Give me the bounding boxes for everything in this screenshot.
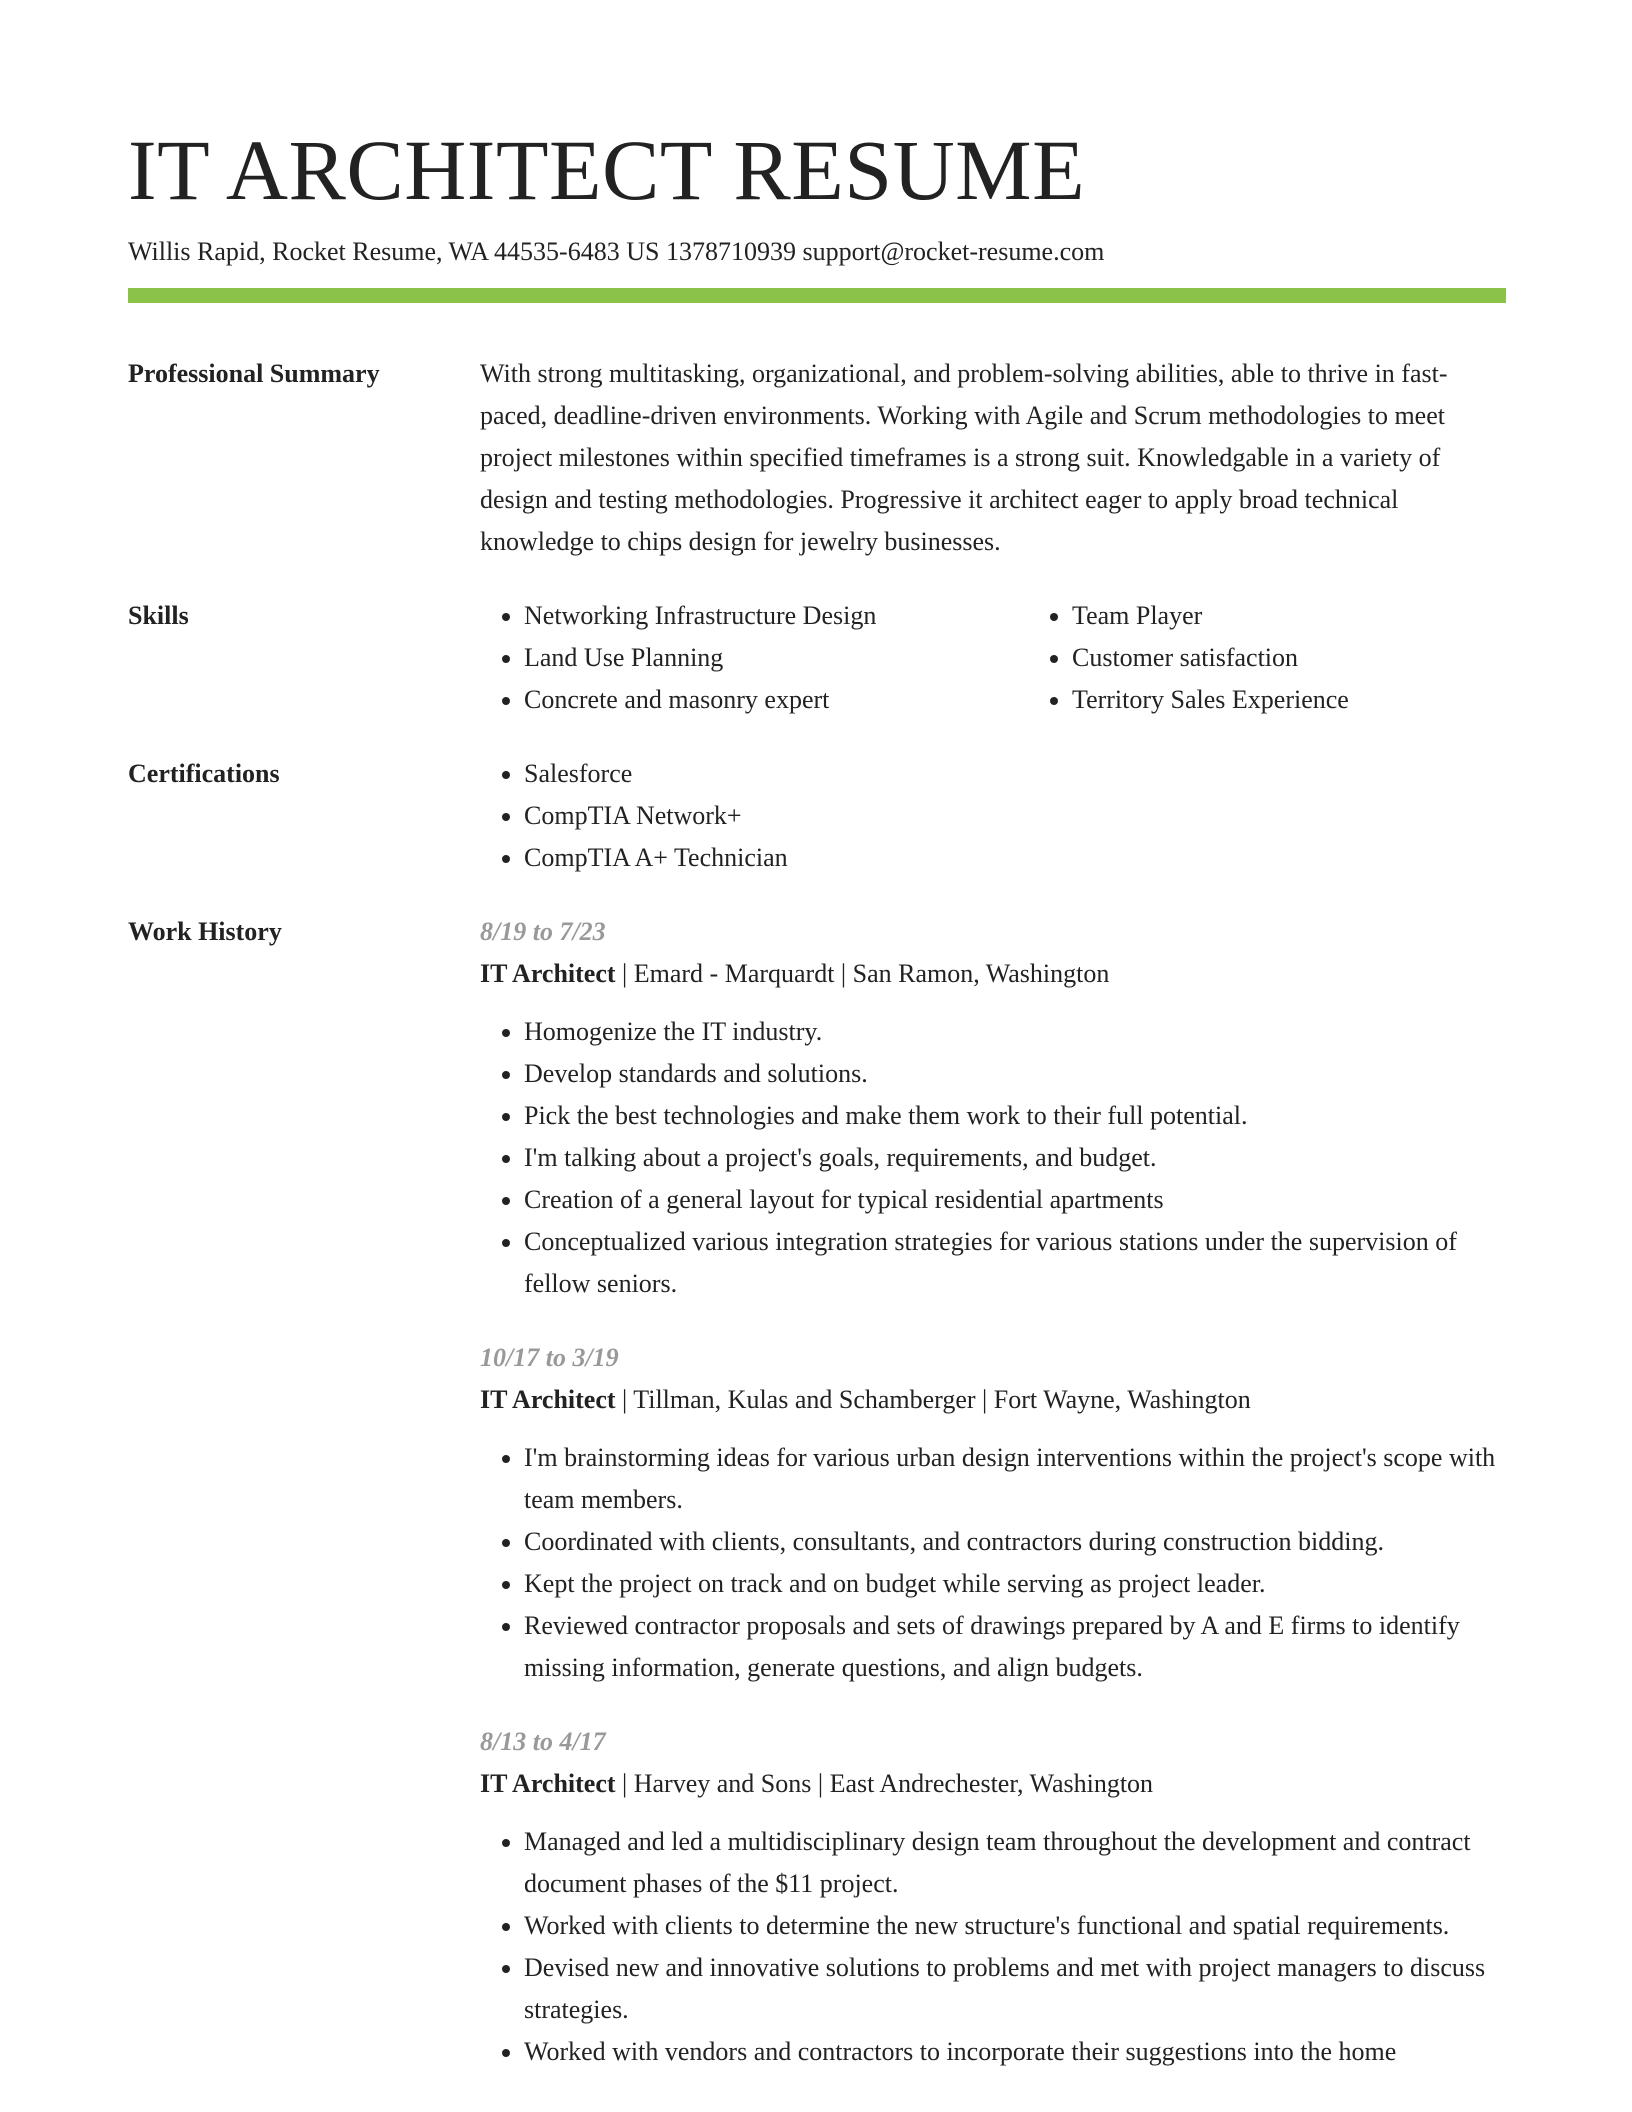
job-bullet: • Conceptualized various integration strategies for various stations under the supervision of fellow seniors. [524, 1221, 1506, 1305]
skills-section [128, 595, 1506, 721]
section-heading-work-history: Work History [128, 917, 282, 946]
skills-list-right [1028, 595, 1349, 721]
job-bullet: • Kept the project on track and on budget while serving as project leader. [524, 1563, 1506, 1605]
section-heading-skills: Skills [128, 601, 189, 630]
job-entry [480, 1721, 1506, 2073]
certification-item: • CompTIA Network+ [524, 795, 1506, 837]
job-dates: 8/19 to 7/23 [480, 917, 606, 946]
job-entry [480, 911, 1506, 1305]
job-title: IT Architect [480, 959, 616, 988]
job-dates: 8/13 to 4/17 [480, 1727, 606, 1756]
section-heading-summary: Professional Summary [128, 359, 380, 388]
job-heading [480, 1379, 1506, 1421]
job-bullet: • Homogenize the IT industry. [524, 1011, 1506, 1053]
certifications-list [480, 753, 1506, 879]
certifications-section [128, 753, 1506, 879]
job-details: | Emard - Marquardt | San Ramon, Washington [615, 959, 1110, 988]
resume-page [128, 0, 1506, 2105]
skills-list-left [480, 595, 1028, 721]
skill-item: • Land Use Planning [524, 637, 1028, 679]
job-bullet: • Develop standards and solutions. [524, 1053, 1506, 1095]
job-bullets [480, 1011, 1506, 1305]
section-heading-certifications: Certifications [128, 759, 280, 788]
job-heading [480, 953, 1506, 995]
job-bullet: • Reviewed contractor proposals and sets of drawings prepared by A and E firms to identify missing information, generate questions, and align budgets. [524, 1605, 1506, 1689]
resume-title: IT ARCHITECT RESUME [128, 122, 1086, 218]
certification-item: • CompTIA A+ Technician [524, 837, 1506, 879]
skill-item: • Networking Infrastructure Design [524, 595, 1028, 637]
accent-divider [128, 288, 1506, 303]
skill-item: • Territory Sales Experience [1072, 679, 1349, 721]
contact-info: Willis Rapid, Rocket Resume, WA 44535-6483 US 1378710939 support@rocket-resume.com [128, 237, 1105, 266]
job-details: | Tillman, Kulas and Schamberger | Fort Wayne, Washington [615, 1385, 1251, 1414]
professional-summary-section [128, 353, 1506, 563]
skill-item: • Concrete and masonry expert [524, 679, 1028, 721]
job-bullet: • Coordinated with clients, consultants, and contractors during construction bidding. [524, 1521, 1506, 1563]
job-bullet: • Worked with vendors and contractors to incorporate their suggestions into the home [524, 2031, 1506, 2073]
skill-item: • Customer satisfaction [1072, 637, 1349, 679]
job-bullet: • Devised new and innovative solutions to problems and met with project managers to discuss strategies. [524, 1947, 1506, 2031]
job-dates: 10/17 to 3/19 [480, 1343, 619, 1372]
job-entry [480, 1337, 1506, 1689]
work-history-body [480, 911, 1506, 2105]
summary-text: With strong multitasking, organizational, and problem-solving abilities, able to thrive in fast-paced, deadline-driven environments. Working with Agile and Scrum methodologies to meet project milestones within specified timeframes is a strong suit. Knowledgable in a variety of design and testing methodologies. Progressive it architect eager to apply broad technical knowledge to chips design for jewelry businesses. [480, 359, 1448, 556]
skills-columns [480, 595, 1506, 721]
job-bullet: • I'm talking about a project's goals, requirements, and budget. [524, 1137, 1506, 1179]
job-bullets [480, 1437, 1506, 1689]
certification-item: • Salesforce [524, 753, 1506, 795]
job-title: IT Architect [480, 1385, 616, 1414]
job-bullet: • I'm brainstorming ideas for various urban design interventions within the project's scope with team members. [524, 1437, 1506, 1521]
job-bullets [480, 1821, 1506, 2073]
job-bullet: • Creation of a general layout for typical residential apartments [524, 1179, 1506, 1221]
job-bullet: • Worked with clients to determine the new structure's functional and spatial requirements. [524, 1905, 1506, 1947]
job-heading [480, 1763, 1506, 1805]
certifications-body [480, 753, 1506, 879]
skill-item: • Team Player [1072, 595, 1349, 637]
job-title: IT Architect [480, 1769, 616, 1798]
job-details: | Harvey and Sons | East Andrechester, Washington [615, 1769, 1154, 1798]
job-bullet: • Pick the best technologies and make them work to their full potential. [524, 1095, 1506, 1137]
work-history-section [128, 911, 1506, 2105]
job-bullet: • Managed and led a multidisciplinary design team throughout the development and contract document phases of the $11 project. [524, 1821, 1506, 1905]
